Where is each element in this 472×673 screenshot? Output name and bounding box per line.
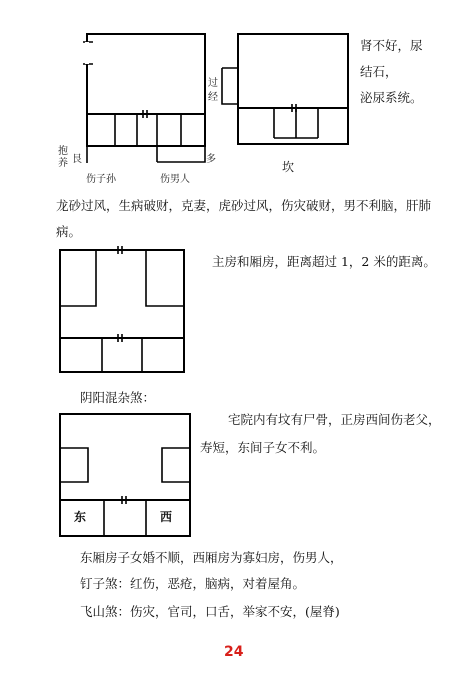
d2-label-jing: 经: [208, 92, 218, 103]
nail-sha-note: 钉子煞：红伤，恶疮，脑病，对着屋角。: [80, 576, 306, 591]
d1-label-bao: 抱: [58, 146, 68, 157]
flying-mountain-note: 飞山煞：伤灾，官司，口舌，举家不安，(屋脊): [80, 604, 340, 619]
east-wing-note: 东厢房子女婚不顺，西厢房为寡妇房，伤男人，: [80, 550, 343, 565]
d1-label-gen: 艮: [72, 154, 82, 165]
d2-label-kan: 坎: [282, 160, 295, 174]
diagram-2: [218, 28, 358, 178]
d1-label-yang: 养: [58, 158, 68, 169]
yinyang-heading: 阴阳混杂煞：: [80, 390, 156, 405]
dragon-tiger-line-1: 龙砂过风，生病破财，克妻，虎砂过风，伤灾破财，男不利脑，肝肺: [56, 198, 432, 213]
page-number: 24: [224, 644, 244, 660]
d1-label-duo: 多: [206, 154, 216, 165]
diagram-3: [58, 246, 188, 376]
dragon-tiger-line-2: 病。: [56, 224, 82, 239]
d1-label-shangzisun: 伤子孙: [86, 174, 116, 185]
d2-label-guo: 过: [208, 78, 218, 89]
grave-line-2: 寿短，东间子女不利。: [200, 440, 326, 455]
d4-label-east: 东: [74, 510, 87, 524]
d4-label-west: 西: [160, 510, 173, 524]
kidney-line-1: 肾不好，尿: [360, 38, 423, 53]
distance-note: 主房和厢房，距离超过 1，2 米的距离。: [212, 254, 436, 269]
kidney-line-2: 结石，: [360, 64, 398, 79]
d1-label-shangnanren: 伤男人: [160, 174, 190, 185]
kidney-line-3: 泌尿系统。: [360, 90, 423, 105]
grave-line-1: 宅院内有坟有尸骨，正房西间伤老父，: [228, 412, 441, 427]
